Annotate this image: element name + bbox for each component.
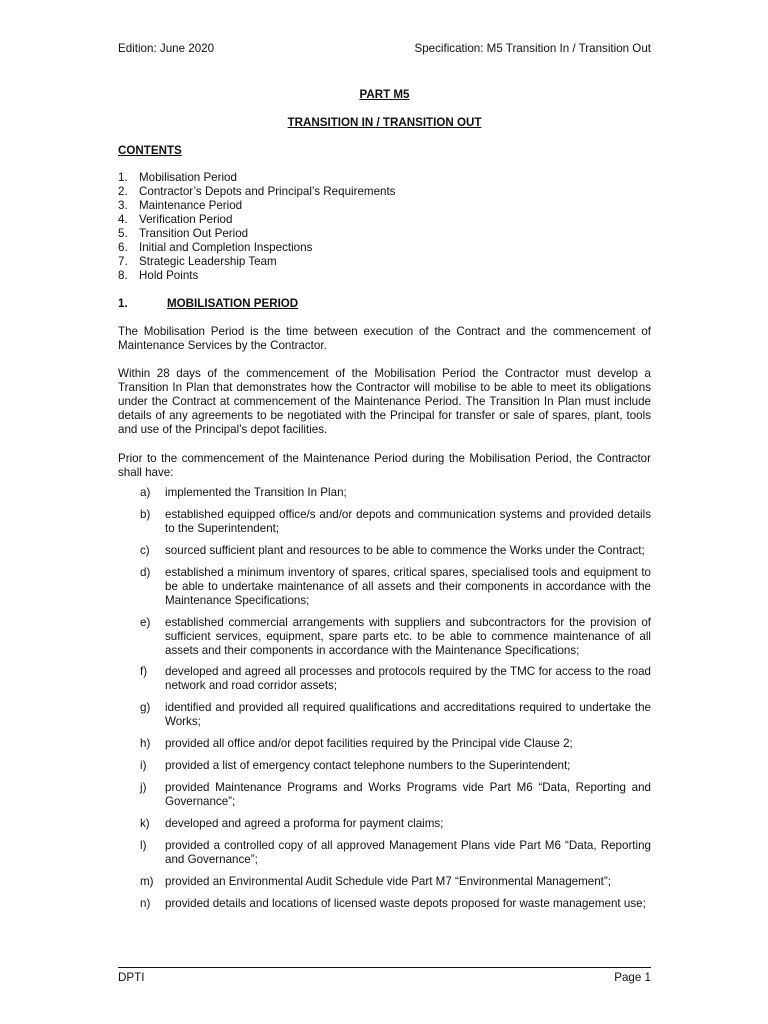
contents-item: 5. Transition Out Period [118,227,249,240]
list-item: m) provided an Environmental Audit Schedule vide Part M7 “Environmental Management”; [140,874,611,888]
contents-item: 7. Strategic Leadership Team [118,255,277,268]
section-number: 1. [118,297,128,310]
contents-item: 4. Verification Period [118,213,233,226]
list-item: g) identified and provided all required qualifications and accreditations required to undertake the Works; [140,701,651,729]
list-item: f) developed and agreed all processes and protocols required by the TMC for access to the road network and road corridor assets; [140,665,651,693]
list-item: n) provided details and locations of licensed waste depots proposed for waste management use; [140,896,646,910]
part-title: PART M5 [359,88,410,101]
contents-item: 3. Maintenance Period [118,199,243,212]
contents-item: 8. Hold Points [118,269,199,282]
list-item: e) established commercial arrangements with suppliers and subcontractors for the provision of sufficient services, equipment, spare parts etc. to be able to commence maintenance of all assets and their components in accordance with the Maintenance Specifications; [140,615,651,657]
list-item: d) established a minimum inventory of spares, critical spares, specialised tools and equipment to be able to undertake maintenance of all assets and their components in accordance with the Maintenance Specifications; [140,565,651,607]
contents-list [118,171,395,283]
paragraph: Within 28 days of the commencement of the Mobilisation Period the Contractor must develop a Transition In Plan that demonstrates how the Contractor will mobilise to be able to meet its obligations under the Contract at commencement of the Maintenance Period. The Transition In Plan must include details of any agreements to be negotiated with the Principal for transfer or sale of spares, plant, tools and use of the Principal’s depot facilities. [118,367,651,436]
contents-item: 1. Mobilisation Period [118,171,237,184]
page-header [118,42,651,56]
list-item: j) provided Maintenance Programs and Works Programs vide Part M6 “Data, Reporting and Governance”; [140,781,651,809]
document-page [118,0,651,1024]
section-heading [118,297,298,311]
paragraph: Prior to the commencement of the Maintenance Period during the Mobilisation Period, the Contractor shall have: [118,452,651,479]
contents-item: 2. Contractor’s Depots and Principal’s Requirements [118,185,396,198]
page-number: Page 1 [614,971,651,984]
list-item: b) established equipped office/s and/or depots and communication systems and provided details to the Superintendent; [140,507,651,535]
list-item: a) implemented the Transition In Plan; [140,486,347,499]
contents-item: 6. Initial and Completion Inspections [118,241,313,254]
edition-label: Edition: June 2020 [118,42,215,55]
requirements-list [140,486,651,918]
list-item: l) provided a controlled copy of all approved Management Plans vide Part M6 “Data, Reporting and Governance”; [140,838,651,866]
paragraph: The Mobilisation Period is the time between execution of the Contract and the commencement of Maintenance Services by the Contractor. [118,325,651,352]
list-item: h) provided all office and/or depot facilities required by the Principal vide Clause 2; [140,737,573,751]
document-title: TRANSITION IN / TRANSITION OUT [287,116,482,129]
section-title: MOBILISATION PERIOD [167,297,299,310]
list-item: i) provided a list of emergency contact telephone numbers to the Superintendent; [140,759,571,773]
footer-divider [118,967,651,968]
footer-org: DPTI [118,971,145,984]
specification-label: Specification: M5 Transition In / Transition Out [414,42,651,55]
list-item: k) developed and agreed a proforma for payment claims; [140,816,444,830]
contents-heading: CONTENTS [118,144,182,157]
list-item: c) sourced sufficient plant and resources to be able to commence the Works under the Contract; [140,543,645,557]
